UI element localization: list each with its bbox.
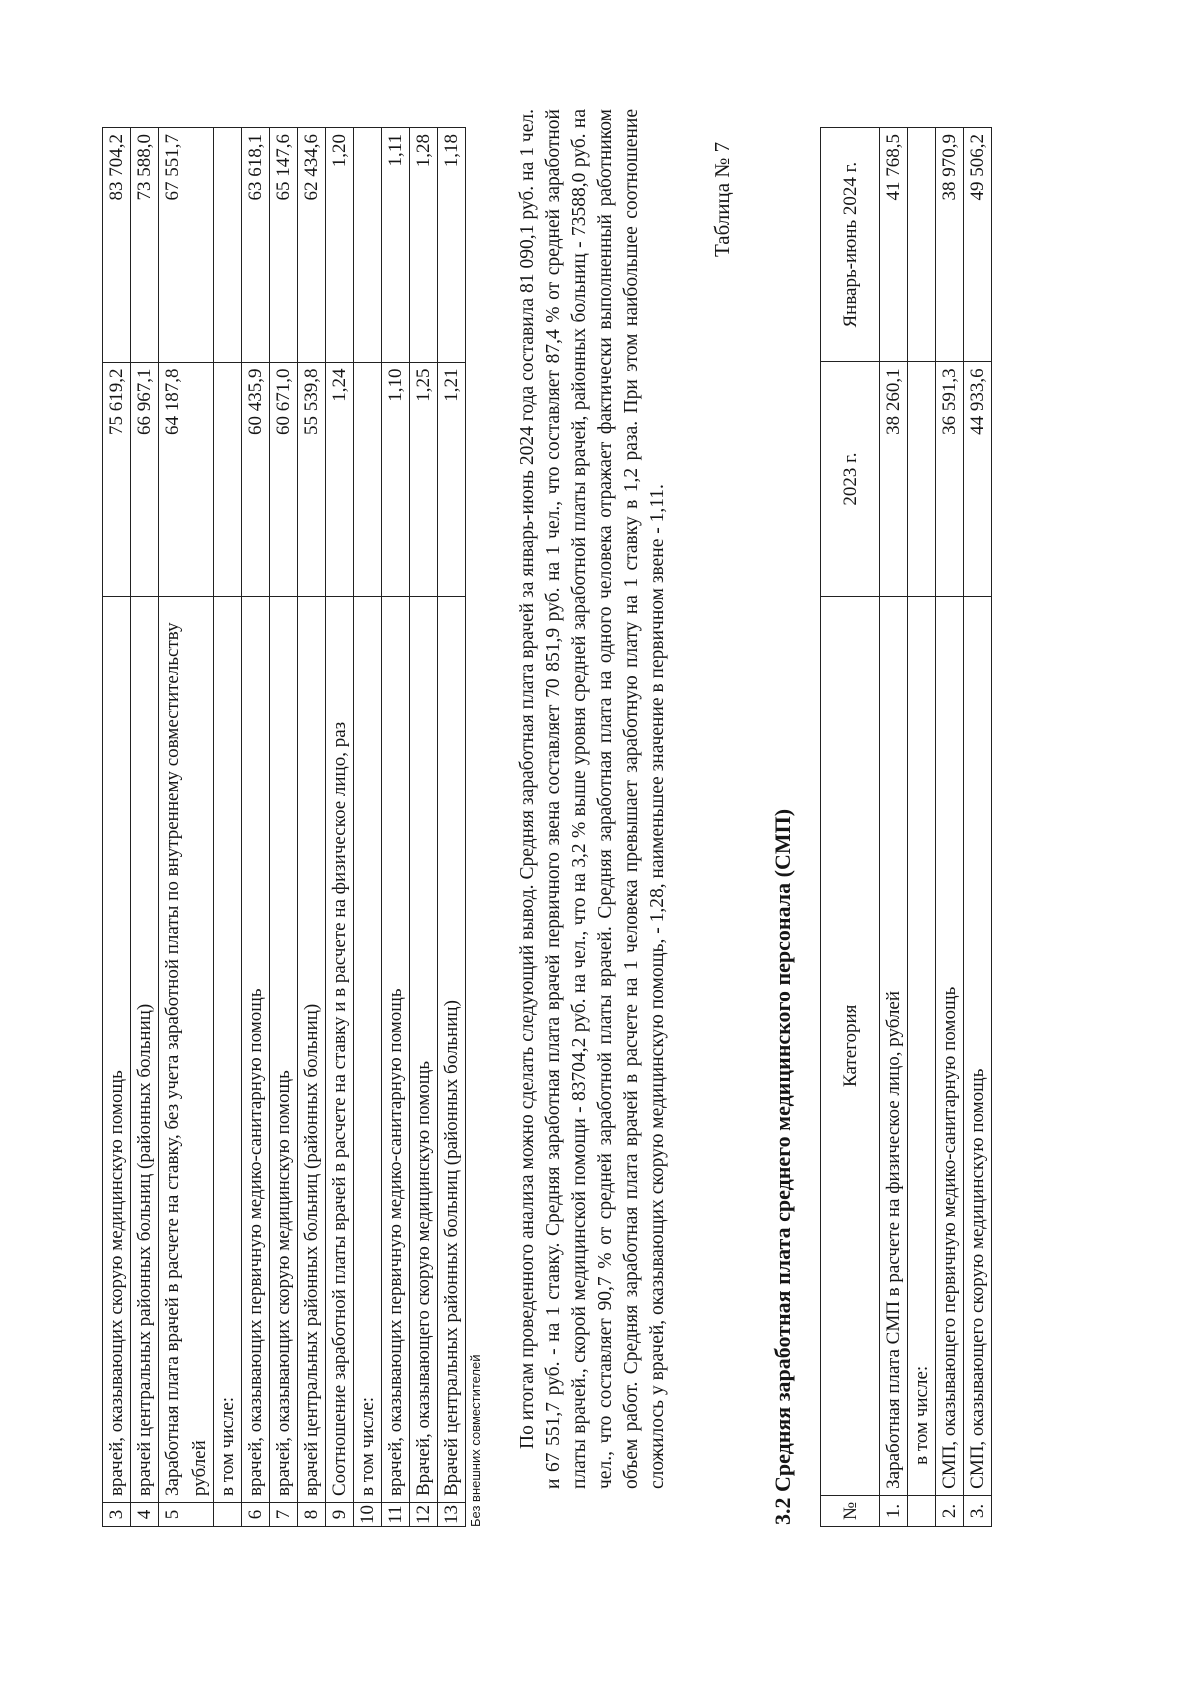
value-2023: 75 619,2 [103,362,131,597]
value-2023: 1,25 [410,362,438,597]
table-7-header-2023: 2023 г. [821,362,880,596]
value-2024: 67 551,7 [159,128,214,363]
analysis-paragraph: По итогам проведенного анализа можно сделать следующий вывод. Средняя заработная плата врачей за январь-июнь 2024 года составила 81 090,1 руб. на 1 чел. и 67 551,7 руб. - на 1 ставку. Средняя заработная плата врачей первичного звена составляет 70 851,9 руб. на 1 чел., что составляет 87,4 % от средней заработной платы врачей., скорой медицинской помощи - 83704,2 руб. на чел., что на 3,2 % выше уровня средней заработной платы врачей, районных больниц - 73588,0 руб. на чел., что составляет 90,7 % от средней заработной платы врачей. Средняя заработная плата на одного человека отражает фактически выполненный работником объем работ. Средняя заработная плата врачей в расчете на 1 человека превышает заработную плату на 1 ставку в 1,2 раза. При этом наибольшее соотношение сложилось у врачей, оказывающих скорую медицинскую помощь, - 1,28, наименьшее значение в первичном звене - 1,11. [517,109,668,1489]
row-label: врачей, оказывающих первичную медико-санитарную помощь [382,597,410,1503]
value-2023: 1,24 [326,362,354,597]
table-6-note: Без внешних совместителей [468,1354,483,1527]
value-2023 [908,362,936,596]
row-label: Соотношение заработной платы врачей в расчете на ставку и в расчете на физическое лицо, раз [326,597,354,1503]
table-7-header-num: № [821,1495,880,1526]
table-7-header-row [821,128,880,1527]
row-number: 11 [382,1503,410,1527]
table-6-row [214,128,242,1527]
value-2024: 62 434,6 [298,128,326,363]
row-number: 10 [354,1503,382,1527]
table-6-row [438,128,466,1527]
table-6-block [102,127,483,1527]
table-7-row [936,128,964,1527]
value-2024 [908,128,936,362]
row-number: 8 [298,1503,326,1527]
row-number: 3 [103,1503,131,1527]
value-2024: 1,20 [326,128,354,363]
table-6-row [242,128,270,1527]
table-7-header-category: Категория [821,596,880,1495]
row-label: СМП, оказывающего скорую медицинскую помощь [964,596,992,1495]
table-6-row [159,128,214,1527]
row-number: 2. [936,1495,964,1526]
table-7-row [908,128,936,1527]
value-2023 [214,362,242,597]
section-heading: 3.2 Средняя заработная плата среднего медицинского персонала (СМП) [770,808,795,1525]
row-number [214,1503,242,1527]
value-2024: 63 618,1 [242,128,270,363]
row-label: в том числе: [214,597,242,1503]
row-number: 6 [242,1503,270,1527]
table-7-block [820,127,992,1527]
row-label: Заработная плата СМП в расчете на физическое лицо, рублей [880,596,908,1495]
value-2023 [354,362,382,597]
row-number: 13 [438,1503,466,1527]
value-2024 [214,128,242,363]
value-2023: 38 260,1 [880,362,908,596]
value-2024: 49 506,2 [964,128,992,362]
table-6-row [354,128,382,1527]
row-label: врачей центральных районных больниц (районных больниц) [298,597,326,1503]
row-number: 7 [270,1503,298,1527]
table-6-row [410,128,438,1527]
table-7 [820,127,992,1527]
row-number [908,1495,936,1526]
value-2024: 1,28 [410,128,438,363]
table-6-row [131,128,159,1527]
table-7-header-2024: Январь-июнь 2024 г. [821,128,880,362]
row-label: врачей, оказывающих первичную медико-санитарную помощь [242,597,270,1503]
row-label: врачей, оказывающих скорую медицинскую помощь [103,597,131,1503]
table-7-row [964,128,992,1527]
table-6-row [298,128,326,1527]
row-label: Врачей центральных районных больниц (районных больниц) [438,597,466,1503]
value-2024: 65 147,6 [270,128,298,363]
table-6-row [270,128,298,1527]
table-7-body [880,128,992,1527]
row-number: 5 [159,1503,214,1527]
value-2024: 1,18 [438,128,466,363]
table-6-row [326,128,354,1527]
table-6 [102,127,466,1527]
table-6-row [103,128,131,1527]
table-6-row [382,128,410,1527]
value-2024: 73 588,0 [131,128,159,363]
row-number: 1. [880,1495,908,1526]
value-2023: 44 933,6 [964,362,992,596]
row-label: Заработная плата врачей в расчете на ставку, без учета заработной платы по внутреннему совместительству рублей [159,597,214,1503]
row-number: 3. [964,1495,992,1526]
row-label: в том числе: [908,596,936,1495]
value-2023: 60 435,9 [242,362,270,597]
row-label: Врачей, оказывающего скорую медицинскую помощь [410,597,438,1503]
value-2023: 55 539,8 [298,362,326,597]
value-2023: 64 187,8 [159,362,214,597]
row-number: 9 [326,1503,354,1527]
row-number: 12 [410,1503,438,1527]
table-7-caption: Таблица № 7 [710,141,734,257]
analysis-paragraph-block [515,109,671,1489]
table-7-row [880,128,908,1527]
value-2023: 1,10 [382,362,410,597]
row-label: в том числе: [354,597,382,1503]
value-2024 [354,128,382,363]
value-2024: 1,11 [382,128,410,363]
row-number: 4 [131,1503,159,1527]
value-2023: 60 671,0 [270,362,298,597]
value-2024: 41 768,5 [880,128,908,362]
value-2023: 1,21 [438,362,466,597]
row-label: СМП, оказывающего первичную медико-санитарную помощь [936,596,964,1495]
value-2024: 38 970,9 [936,128,964,362]
value-2024: 83 704,2 [103,128,131,363]
table-6-body [103,128,466,1527]
value-2023: 36 591,3 [936,362,964,596]
row-label: врачей, оказывающих скорую медицинскую помощь [270,597,298,1503]
row-label: врачей центральных районных больниц (районных больниц) [131,597,159,1503]
value-2023: 66 967,1 [131,362,159,597]
